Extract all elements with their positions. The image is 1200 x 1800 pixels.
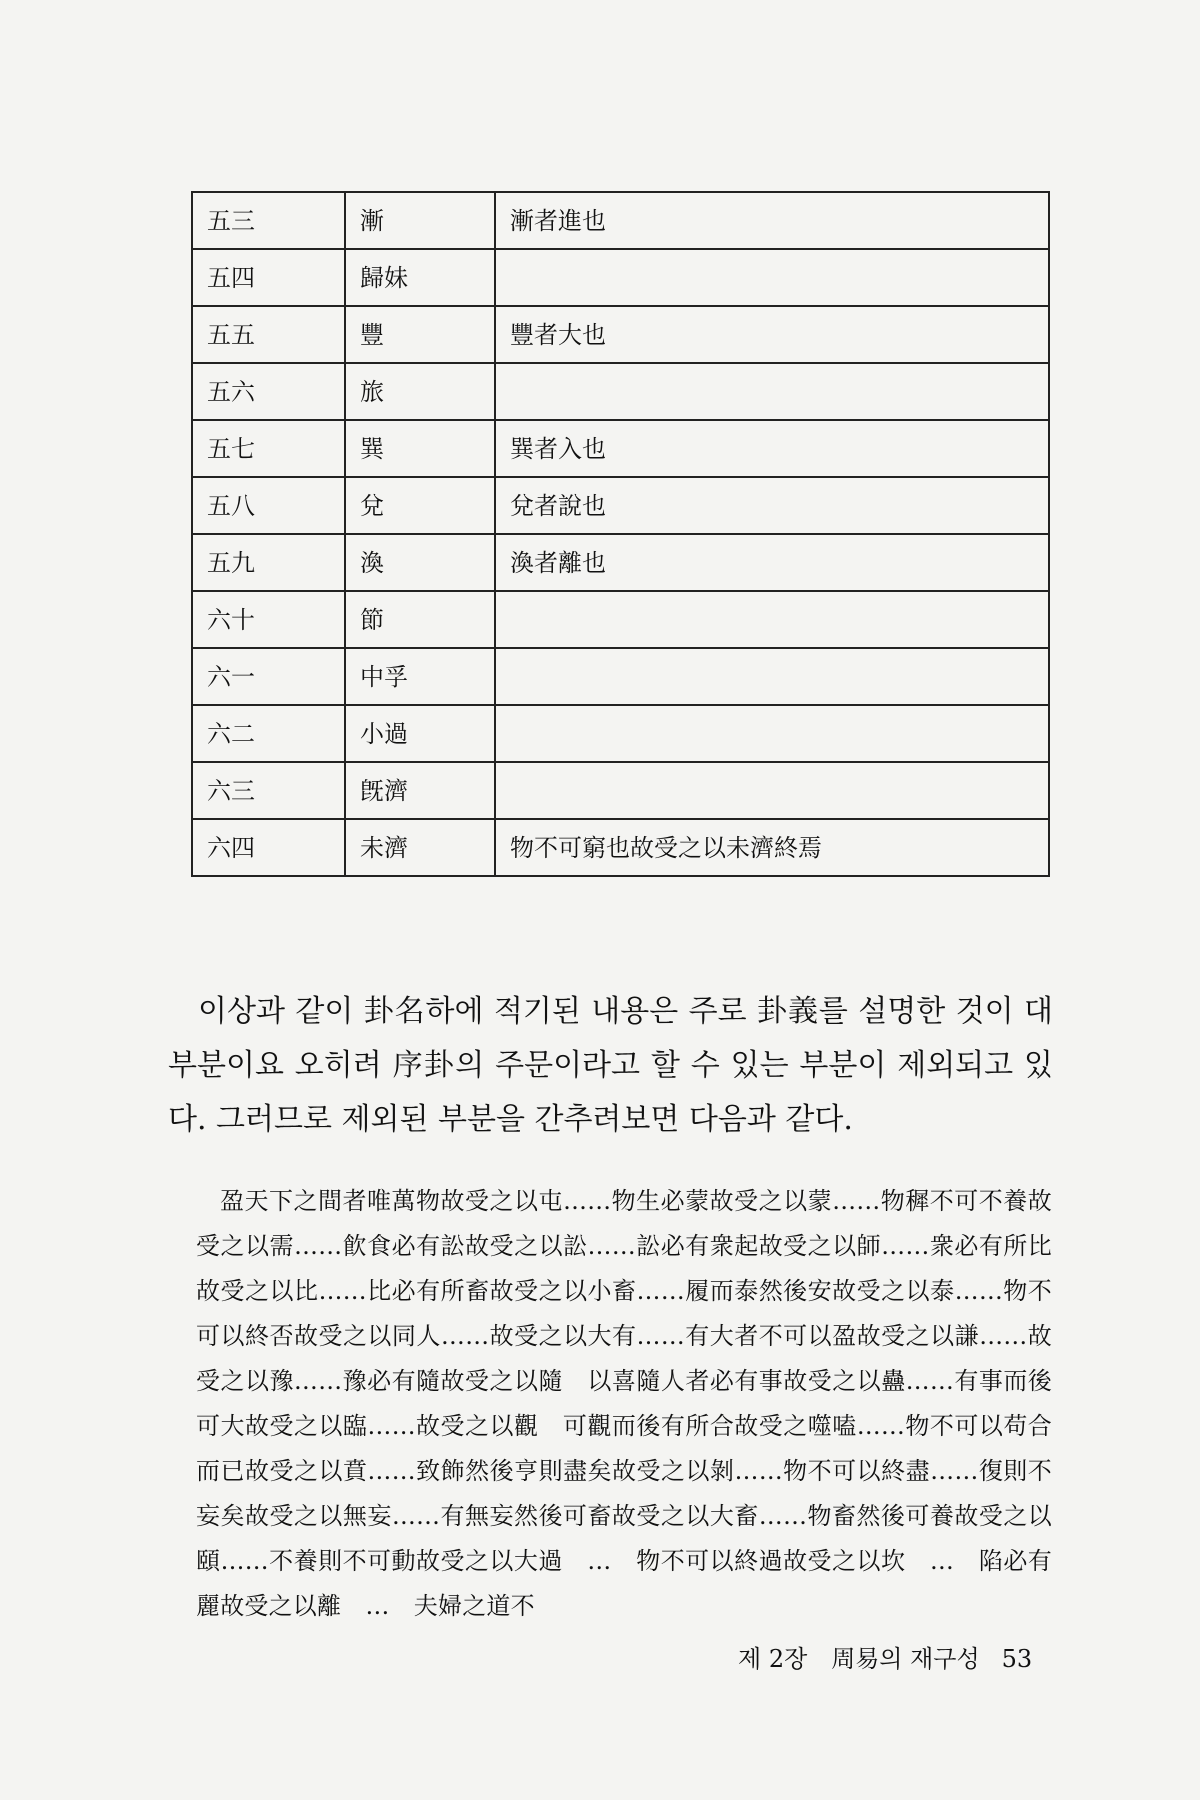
hexagram-meaning: 物不可窮也故受之以未濟終焉 xyxy=(495,819,1049,876)
hexagram-number: 五六 xyxy=(192,363,345,420)
hexagram-number: 五四 xyxy=(192,249,345,306)
hexagram-name: 未濟 xyxy=(345,819,495,876)
hexagram-name: 歸妹 xyxy=(345,249,495,306)
hexagram-number: 六三 xyxy=(192,762,345,819)
table-row xyxy=(192,363,1049,420)
page-number: 53 xyxy=(1001,1645,1033,1673)
hexagram-meaning: 漸者進也 xyxy=(495,192,1049,249)
table-row xyxy=(192,192,1049,249)
hexagram-number: 六十 xyxy=(192,591,345,648)
hexagram-meaning xyxy=(495,648,1049,705)
body-paragraph: 이상과 같이 卦名하에 적기된 내용은 주로 卦義를 설명한 것이 대부분이요 오히려 序卦의 주문이라고 할 수 있는 부분이 제외되고 있다. 그러므로 제외된 부분을 간추려보면 다음과 같다. xyxy=(168,994,1053,1137)
hexagram-meaning xyxy=(495,762,1049,819)
hexagram-meaning xyxy=(495,705,1049,762)
hexagram-number: 五七 xyxy=(192,420,345,477)
hexagram-number: 五三 xyxy=(192,192,345,249)
hexagram-meaning xyxy=(495,363,1049,420)
table-row xyxy=(192,306,1049,363)
table-row xyxy=(192,591,1049,648)
hexagram-meaning: 巽者入也 xyxy=(495,420,1049,477)
table-row xyxy=(192,819,1049,876)
hexagram-name: 巽 xyxy=(345,420,495,477)
table-row xyxy=(192,762,1049,819)
hexagram-number: 五八 xyxy=(192,477,345,534)
table-row xyxy=(192,420,1049,477)
hexagram-number: 六一 xyxy=(192,648,345,705)
hexagram-name: 兌 xyxy=(345,477,495,534)
quoted-passage: 盈天下之間者唯萬物故受之以屯……物生必蒙故受之以蒙……物穉不可不養故受之以需……飮食必有訟故受之以訟……訟必有衆起故受之以師……衆必有所比故受之以比……比必有所畜故受之以小畜……履而泰然後安故受之以泰……物不可以終否故受之以同人……故受之以大有……有大者不可以盈故受之以謙……故受之以豫……豫必有隨故受之以隨 以喜隨人者必有事故受之以蠱……有事而後可大故受之以臨……故受之以觀 可觀而後有所合故受之噬嗑……物不可以苟合而已故受之以賁……致飾然後亨則盡矣故受之以剝……物不可以終盡……復則不妄矣故受之以無妄……有無妄然後可畜故受之以大畜……物畜然後可養故受之以頤……不養則不可動故受之以大過 … 物不可以終過故受之以坎 … 陷必有麗故受之以離 … 夫婦之道不 xyxy=(196,1187,1052,1620)
table-row xyxy=(192,249,1049,306)
hexagram-number: 六四 xyxy=(192,819,345,876)
hexagram-name: 漸 xyxy=(345,192,495,249)
table-row xyxy=(192,477,1049,534)
hexagram-number: 五五 xyxy=(192,306,345,363)
hexagram-name: 旅 xyxy=(345,363,495,420)
table-row xyxy=(192,705,1049,762)
hexagram-meaning xyxy=(495,249,1049,306)
hexagram-name: 渙 xyxy=(345,534,495,591)
hexagram-number: 六二 xyxy=(192,705,345,762)
hexagram-meaning: 渙者離也 xyxy=(495,534,1049,591)
table-row xyxy=(192,648,1049,705)
hexagram-name: 豐 xyxy=(345,306,495,363)
hexagram-meaning xyxy=(495,591,1049,648)
hexagram-meaning: 兌者說也 xyxy=(495,477,1049,534)
hexagram-name: 小過 xyxy=(345,705,495,762)
hexagram-name: 節 xyxy=(345,591,495,648)
hexagram-number: 五九 xyxy=(192,534,345,591)
hexagram-table xyxy=(191,191,1050,877)
table-row xyxy=(192,534,1049,591)
hexagram-name: 旣濟 xyxy=(345,762,495,819)
hexagram-meaning: 豐者大也 xyxy=(495,306,1049,363)
running-footer xyxy=(738,1644,1032,1674)
chapter-title: 제 2장 周易의 재구성 xyxy=(738,1645,980,1673)
hexagram-name: 中孚 xyxy=(345,648,495,705)
